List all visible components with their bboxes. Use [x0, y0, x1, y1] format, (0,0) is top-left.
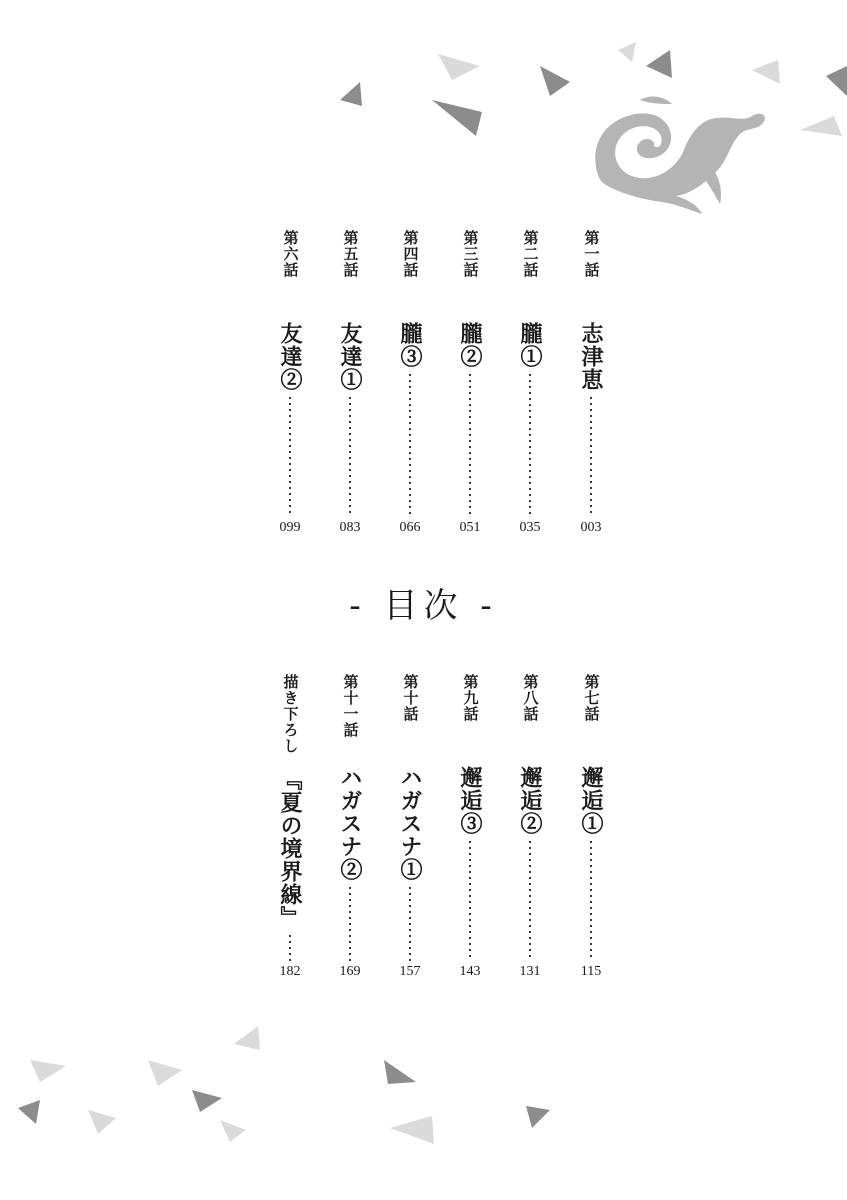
triangle-shape	[752, 60, 780, 84]
leader-dots	[349, 885, 351, 961]
chapter-title: 邂逅②	[517, 766, 543, 835]
page-number: 003	[580, 520, 602, 535]
toc-entry-9[interactable]	[450, 674, 490, 979]
chapter-number: 第九話	[461, 674, 480, 722]
triangle-shape	[220, 1120, 246, 1142]
toc-entry-3[interactable]	[450, 230, 490, 535]
leader-dots	[590, 395, 592, 517]
chapter-title: 邂逅③	[457, 766, 483, 835]
chapter-number: 第四話	[401, 230, 420, 278]
page-number: 143	[459, 964, 481, 979]
chapter-number: 第七話	[582, 674, 601, 722]
leader-dots	[529, 372, 531, 517]
leader-dots	[469, 839, 471, 961]
chapter-number: 第八話	[521, 674, 540, 722]
page-number: 035	[519, 520, 541, 535]
chapter-title: 朧①	[517, 322, 543, 368]
chapter-title: 友達①	[337, 322, 363, 391]
page-number: 066	[399, 520, 421, 535]
page-number: 115	[580, 964, 602, 979]
triangle-shape	[432, 100, 482, 136]
triangle-shape	[390, 1116, 434, 1144]
leader-dots	[289, 933, 291, 961]
toc-entry-7[interactable]	[571, 674, 611, 979]
leader-dots	[349, 395, 351, 517]
leader-dots	[409, 885, 411, 961]
triangle-shape	[384, 1060, 416, 1084]
triangle-shape	[826, 66, 847, 96]
chapter-number: 第六話	[281, 230, 300, 278]
page-number: 169	[339, 964, 361, 979]
toc-entry-12[interactable]	[270, 674, 310, 979]
chapter-number: 第十一話	[341, 674, 360, 738]
page-number: 157	[399, 964, 421, 979]
toc-entry-1[interactable]	[571, 230, 611, 535]
dragon-icon	[595, 97, 765, 214]
chapter-title: ハガスナ②	[337, 766, 363, 881]
triangle-shape	[800, 116, 842, 136]
triangle-shape	[438, 54, 480, 80]
chapter-number: 第二話	[521, 230, 540, 278]
chapter-title: 朧③	[397, 322, 423, 368]
page-number: 051	[459, 520, 481, 535]
triangle-shape	[192, 1090, 222, 1112]
leader-dots	[469, 372, 471, 517]
page-number: 083	[339, 520, 361, 535]
page-number: 182	[279, 964, 301, 979]
toc-entry-5[interactable]	[330, 230, 370, 535]
chapter-number: 第一話	[582, 230, 601, 278]
triangle-shape	[148, 1060, 182, 1086]
triangle-shape	[340, 82, 362, 106]
triangle-shape	[618, 42, 636, 62]
toc-entry-6[interactable]	[270, 230, 310, 535]
page-title: - 目次 -	[349, 586, 498, 626]
triangle-shape	[526, 1106, 550, 1128]
triangle-shape	[234, 1026, 260, 1050]
chapter-title: 友達②	[277, 322, 303, 391]
toc-entry-4[interactable]	[390, 230, 430, 535]
toc-entry-10[interactable]	[390, 674, 430, 979]
chapter-title: ハガスナ①	[397, 766, 423, 881]
chapter-title: 志津恵	[578, 322, 604, 391]
page-number: 131	[519, 964, 541, 979]
toc-entry-11[interactable]	[330, 674, 370, 979]
triangle-shape	[18, 1100, 40, 1124]
chapter-number: 描き下ろし	[281, 674, 300, 754]
toc-entry-8[interactable]	[510, 674, 550, 979]
chapter-number: 第五話	[341, 230, 360, 278]
chapter-number: 第三話	[461, 230, 480, 278]
triangle-shape	[30, 1060, 66, 1082]
page-number: 099	[279, 520, 301, 535]
leader-dots	[409, 372, 411, 517]
chapter-title: 『夏の境界線』	[277, 768, 303, 929]
triangle-shape	[646, 50, 672, 78]
chapter-title: 朧②	[457, 322, 483, 368]
leader-dots	[289, 395, 291, 517]
triangle-shape	[540, 66, 570, 96]
triangle-shape	[88, 1110, 116, 1134]
chapter-title: 邂逅①	[578, 766, 604, 835]
chapter-number: 第十話	[401, 674, 420, 722]
leader-dots	[590, 839, 592, 961]
leader-dots	[529, 839, 531, 961]
toc-entry-2[interactable]	[510, 230, 550, 535]
